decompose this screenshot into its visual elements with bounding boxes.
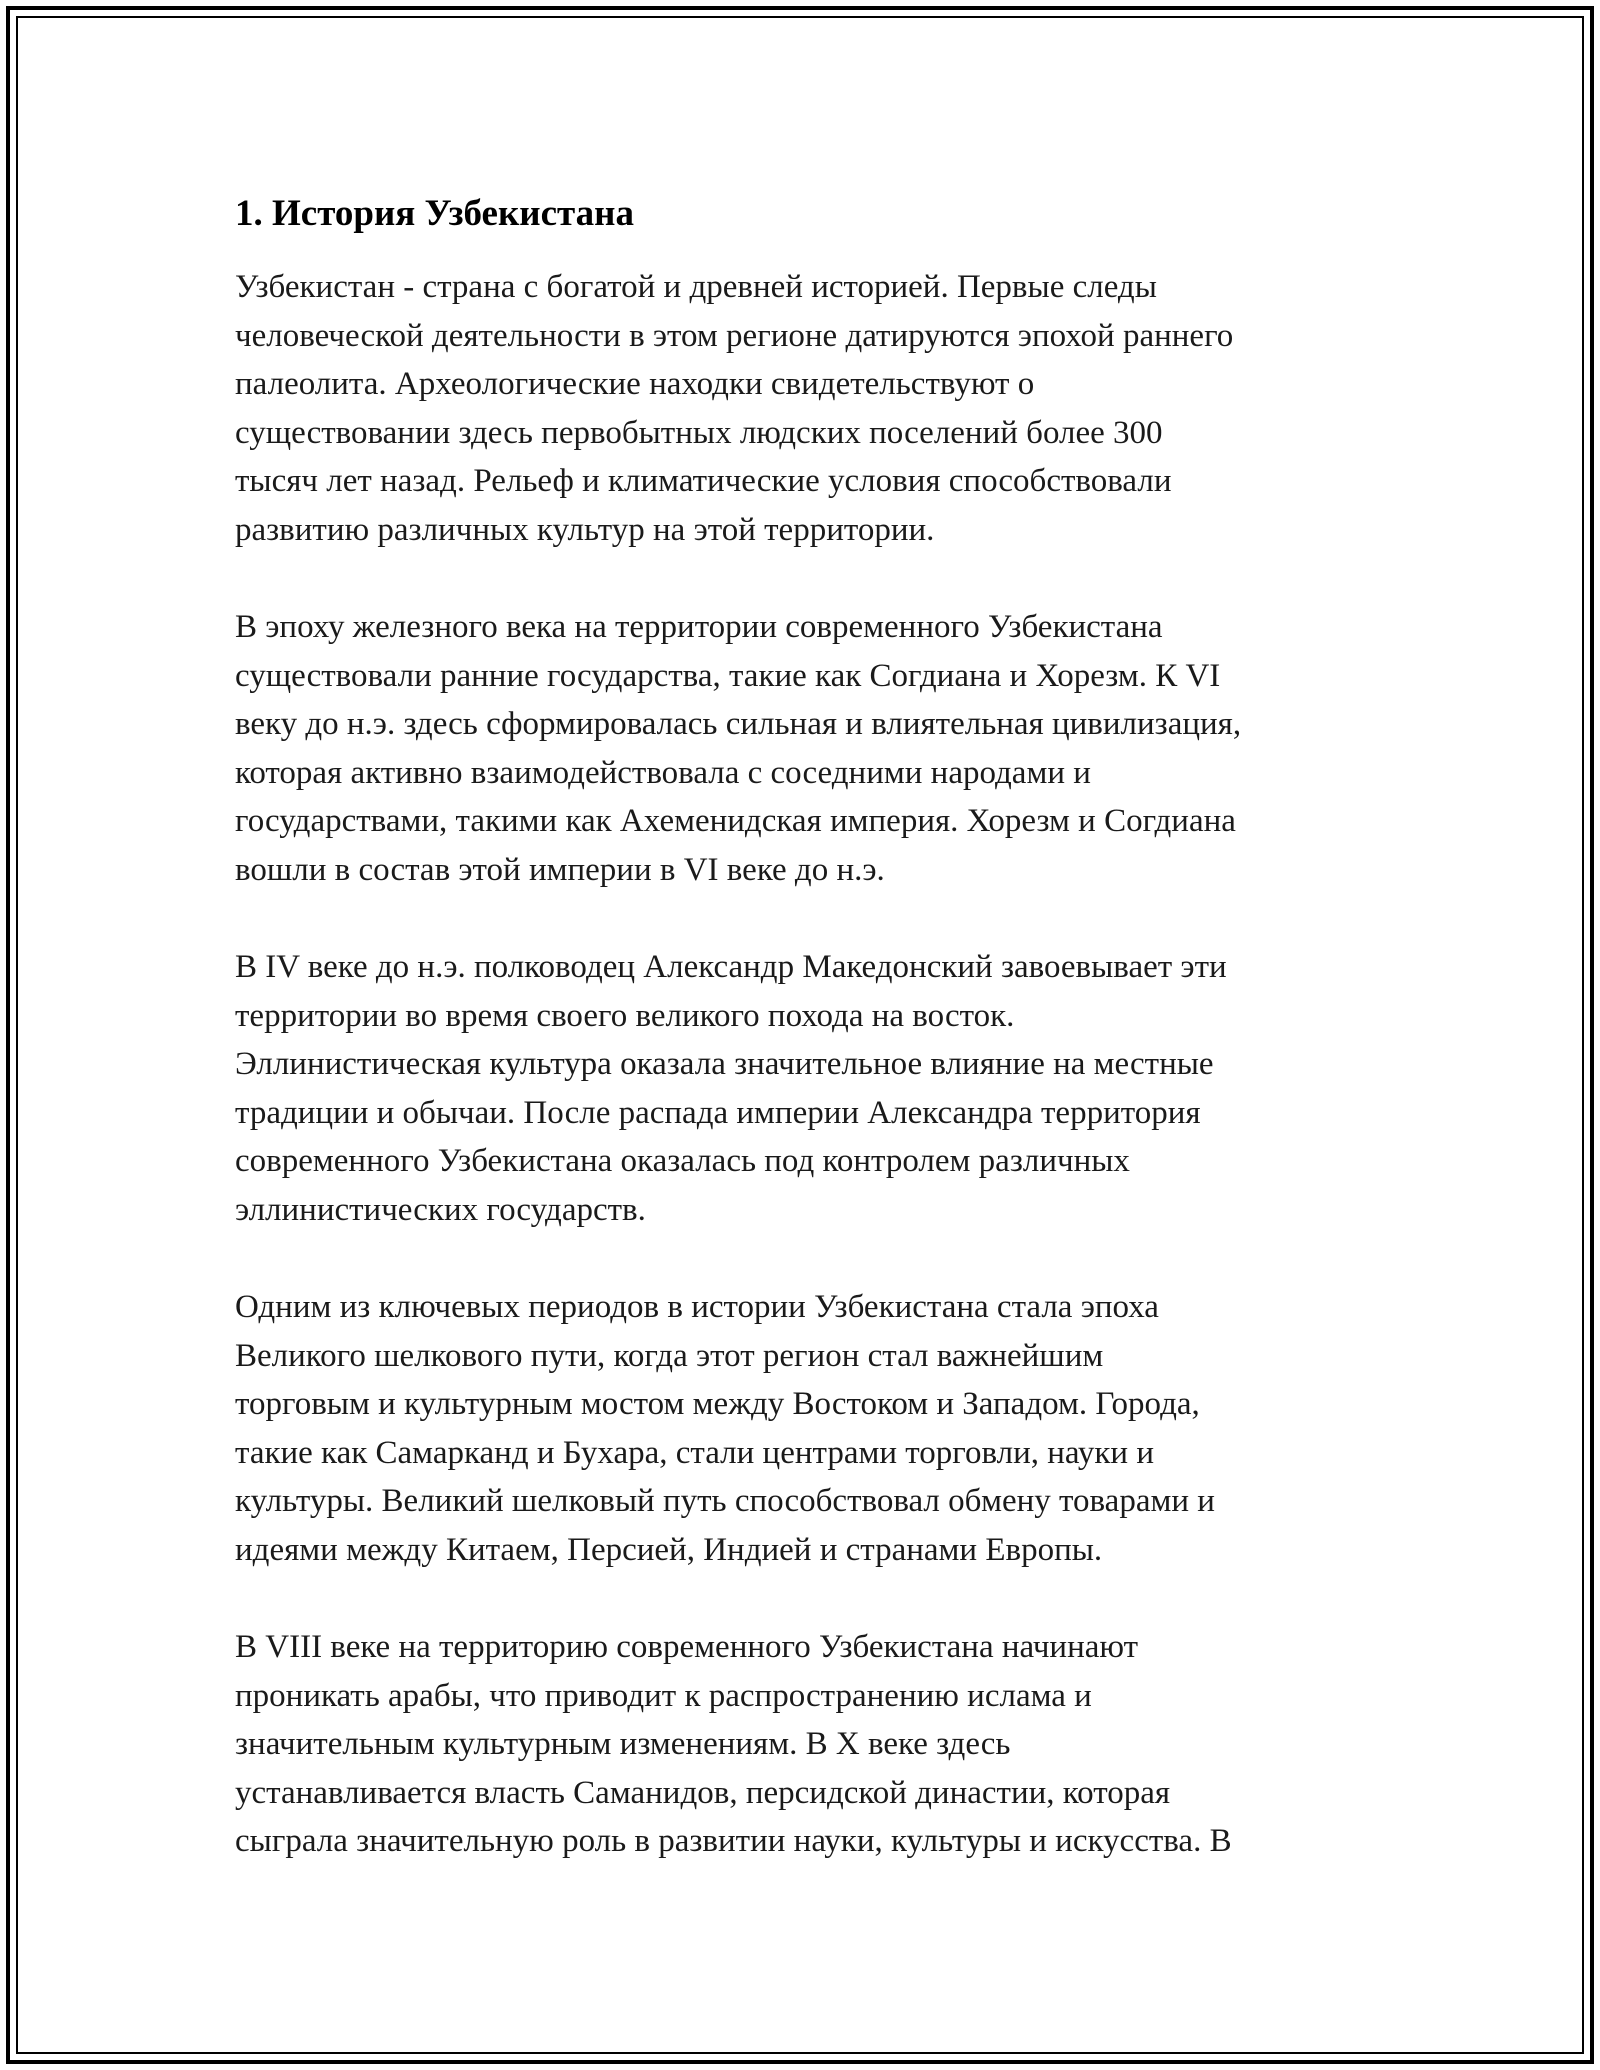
paragraph-3: В IV веке до н.э. полководец Александр Македонский завоевывает эти территории во время своего великого похода на восток. Эллинистическая культура оказала значительное влияние на местные традиции и обычаи. После распада империи Александра территория современного Узбекистана оказалась под контролем различных эллинистических государств. [235, 949, 1227, 1228]
paragraph-5: В VIII веке на территорию современного Узбекистана начинают проникать арабы, что приводит к распространению ислама и значительным культурным изменениям. В X веке здесь устанавливается власть Саманидов, персидской династии, которая сыграла значительную роль в развитии науки, культуры и искусства. В [235, 1629, 1232, 1859]
section-heading: 1. История Узбекистана [235, 193, 634, 234]
paragraph-1: Узбекистан - страна с богатой и древней историей. Первые следы человеческой деятельности в этом регионе датируются эпохой раннего палеолита. Археологические находки свидетельствуют о существовании здесь первобытных людских поселений более 300 тысяч лет назад. Рельеф и климатические условия способствовали развитию различных культур на этой территории. [235, 269, 1234, 548]
paragraph-4: Одним из ключевых периодов в истории Узбекистана стала эпоха Великого шелкового пути, когда этот регион стал важнейшим торговым и культурным мостом между Востоком и Западом. Города, такие как Самарканд и Бухара, стали центрами торговли, науки и культуры. Великий шелковый путь способствовал обмену товарами и идеями между Китаем, Персией, Индией и странами Европы. [235, 1289, 1215, 1568]
paragraph-2: В эпоху железного века на территории современного Узбекистана существовали ранние государства, такие как Согдиана и Хорезм. К VI веку до н.э. здесь сформировалась сильная и влиятельная цивилизация, которая активно взаимодействовала с соседними народами и государствами, такими как Ахеменидская империя. Хорезм и Согдиана вошли в состав этой империи в VI веке до н.э. [235, 609, 1242, 888]
document-body [235, 185, 1365, 1866]
